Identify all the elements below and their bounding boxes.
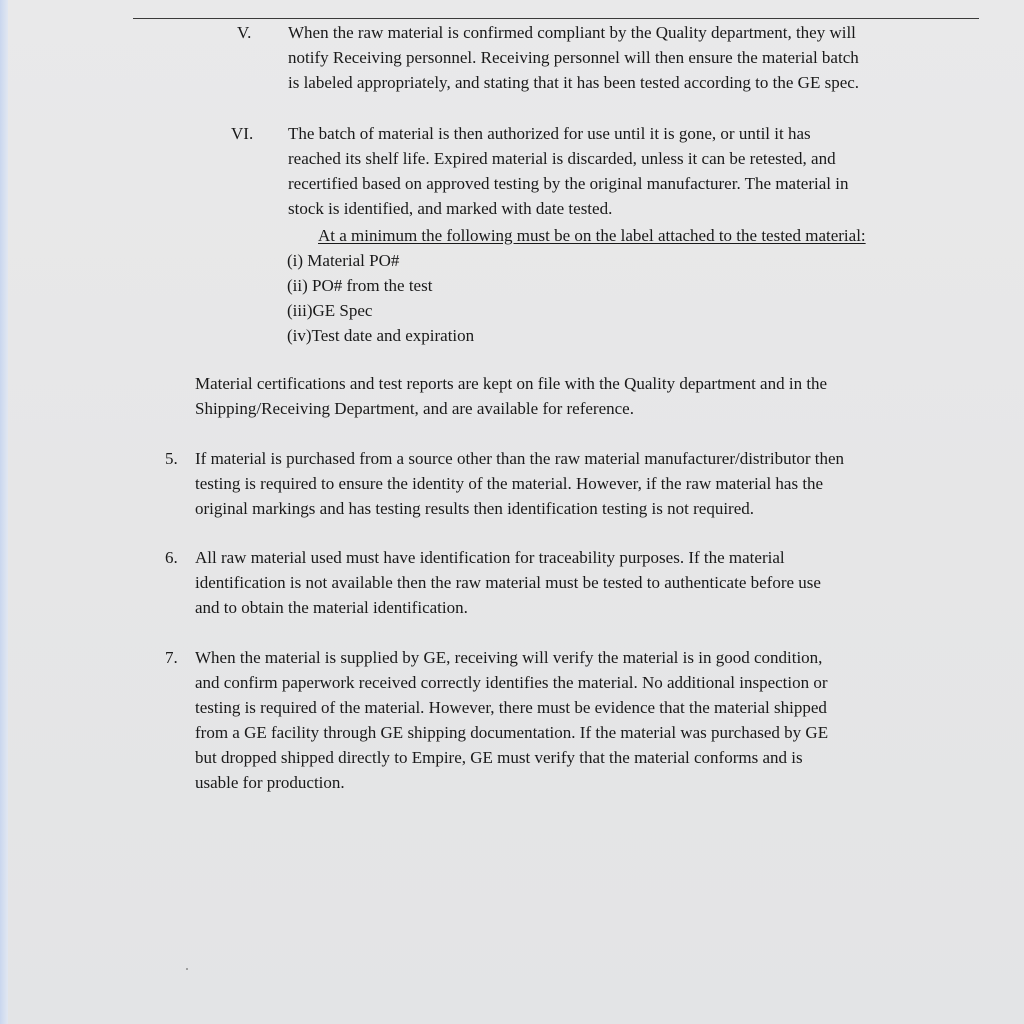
item-7-line: from a GE facility through GE shipping documentation. If the material was purchased by GE bbox=[195, 723, 829, 742]
item-vi-line: recertified based on approved testing by the original manufacturer. The material in bbox=[288, 174, 849, 193]
item-5-text bbox=[195, 446, 844, 521]
item-7-line: testing is required of the material. However, there must be evidence that the material shipped bbox=[195, 698, 827, 717]
item-vi-text bbox=[288, 121, 848, 221]
item-vi-line: stock is identified, and marked with date tested. bbox=[288, 199, 613, 218]
item-v-line: When the raw material is confirmed compliant by the Quality department, they will bbox=[288, 23, 856, 42]
item-v-line: notify Receiving personnel. Receiving personnel will then ensure the material batch bbox=[288, 48, 859, 67]
item-v-text bbox=[288, 20, 859, 95]
item-7-line: and confirm paperwork received correctly identifies the material. No additional inspection or bbox=[195, 673, 828, 692]
item-6-marker: 6. bbox=[165, 548, 178, 567]
item-v-line: is labeled appropriately, and stating that it has been tested according to the GE spec. bbox=[288, 73, 860, 92]
label-item: (iii)GE Spec bbox=[287, 301, 373, 320]
scan-speck bbox=[186, 968, 188, 970]
certifications-line: Material certifications and test reports are kept on file with the Quality department and in the bbox=[195, 374, 828, 393]
label-item: (ii) PO# from the test bbox=[287, 276, 433, 295]
label-item: (iv)Test date and expiration bbox=[287, 326, 475, 345]
item-5-line: original markings and has testing results then identification testing is not required. bbox=[195, 499, 754, 518]
item-vi-line: The batch of material is then authorized for use until it is gone, or until it has bbox=[288, 124, 811, 143]
certifications-note bbox=[195, 371, 827, 421]
item-6-text bbox=[195, 545, 821, 620]
item-5-marker: 5. bbox=[165, 449, 178, 468]
item-vi-marker: VI. bbox=[231, 124, 254, 143]
item-5-line: testing is required to ensure the identity of the material. However, if the raw material has the bbox=[195, 474, 824, 493]
item-6-line: All raw material used must have identification for traceability purposes. If the material bbox=[195, 548, 785, 567]
label-requirements-heading bbox=[318, 223, 866, 248]
certifications-line: Shipping/Receiving Department, and are available for reference. bbox=[195, 399, 634, 418]
label-heading-text: At a minimum the following must be on the label attached to the tested material: bbox=[318, 226, 866, 245]
item-6-line: identification is not available then the raw material must be tested to authenticate before use bbox=[195, 573, 821, 592]
item-5-line: If material is purchased from a source other than the raw material manufacturer/distributor then bbox=[195, 449, 845, 468]
item-7-line: but dropped shipped directly to Empire, GE must verify that the material conforms and is bbox=[195, 748, 803, 767]
item-vi-line: reached its shelf life. Expired material is discarded, unless it can be retested, and bbox=[288, 149, 836, 168]
item-7-line: usable for production. bbox=[195, 773, 345, 792]
item-7-line: When the material is supplied by GE, receiving will verify the material is in good condition, bbox=[195, 648, 823, 667]
item-v-marker: V. bbox=[237, 23, 252, 42]
item-7-text bbox=[195, 645, 828, 795]
top-rule bbox=[133, 18, 979, 19]
item-6-line: and to obtain the material identification. bbox=[195, 598, 468, 617]
label-item: (i) Material PO# bbox=[287, 251, 400, 270]
item-7-marker: 7. bbox=[165, 648, 178, 667]
label-items-list bbox=[287, 248, 474, 348]
